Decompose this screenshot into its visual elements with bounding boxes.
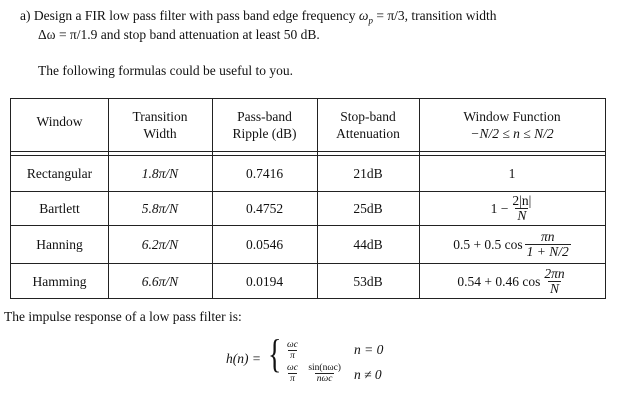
header-stop bbox=[317, 99, 419, 151]
hanning-prefix: 0.5 + 0.5 cos bbox=[453, 237, 523, 252]
hamming-denominator: N bbox=[549, 280, 559, 296]
row-hamming-function bbox=[419, 264, 605, 298]
header-stop-line1: Stop-band bbox=[340, 109, 396, 124]
row-hamming-window: Hamming bbox=[32, 273, 87, 289]
header-function bbox=[419, 99, 605, 151]
header-window bbox=[11, 99, 108, 151]
row-bartlett-window: Bartlett bbox=[39, 201, 80, 216]
case2-expression bbox=[283, 363, 343, 384]
window-table bbox=[10, 98, 606, 299]
row-hamming-width: 6.6π/N bbox=[141, 273, 179, 289]
case2-fraction-b bbox=[306, 363, 343, 384]
row-bartlett-ripple: 0.4752 bbox=[245, 201, 284, 216]
row-rect-function: 1 bbox=[508, 166, 516, 181]
header-ripple bbox=[212, 99, 317, 151]
header-function-line2: −N/2 ≤ n ≤ N/2 bbox=[470, 126, 554, 141]
header-rule-1 bbox=[11, 151, 605, 152]
row-rect-width: 1.8π/N bbox=[141, 166, 179, 181]
case2-b-denominator: nωc bbox=[316, 374, 333, 384]
hamming-numerator: 2πn bbox=[544, 265, 565, 281]
omega-symbol: ω bbox=[358, 8, 369, 23]
row-rect-window: Rectangular bbox=[26, 166, 93, 181]
row-hanning-function bbox=[419, 226, 605, 263]
case1-expression bbox=[283, 340, 300, 361]
omega-subscript: p bbox=[368, 15, 373, 26]
formulas-note: The following formulas could be useful to you. bbox=[38, 63, 293, 78]
header-stop-line2: Attenuation bbox=[336, 126, 400, 141]
case2-b-numerator: sin(nωc) bbox=[308, 363, 341, 373]
row-hamming-ripple: 0.0194 bbox=[245, 273, 284, 289]
row-hanning-window: Hanning bbox=[36, 237, 83, 252]
header-ripple-line2: Ripple (dB) bbox=[232, 126, 297, 141]
row-bartlett-function bbox=[419, 192, 605, 225]
header-transition-line1: Transition bbox=[132, 109, 188, 124]
row-rect-ripple: 0.7416 bbox=[245, 166, 284, 181]
case2-a-numerator: ωc bbox=[287, 363, 298, 373]
header-function-line1: Window Function bbox=[463, 109, 561, 124]
case1-denominator: π bbox=[290, 351, 295, 361]
case1-condition: n = 0 bbox=[354, 342, 384, 357]
hamming-fraction bbox=[542, 267, 566, 296]
row-rect-atten: 21dB bbox=[353, 166, 383, 181]
hamming-prefix: 0.54 + 0.46 cos bbox=[457, 273, 541, 289]
row-hanning-ripple: 0.0546 bbox=[245, 237, 284, 252]
header-transition-line2: Width bbox=[143, 126, 177, 141]
row-bartlett-width: 5.8π/N bbox=[141, 201, 179, 216]
problem-text: a) Design a FIR low pass filter with pass band edge frequency bbox=[20, 8, 359, 23]
bartlett-numerator: 2|n| bbox=[512, 193, 532, 208]
row-hanning-width: 6.2π/N bbox=[141, 237, 179, 252]
row-hanning-atten: 44dB bbox=[353, 237, 383, 252]
case1-numerator: ωc bbox=[287, 340, 298, 350]
impulse-lhs: h(n) = bbox=[226, 351, 261, 366]
cases-brace: { bbox=[268, 331, 282, 376]
hanning-numerator: πn bbox=[540, 229, 555, 244]
header-ripple-line1: Pass-band bbox=[237, 109, 292, 124]
impulse-intro: The impulse response of a low pass filter is: bbox=[4, 309, 242, 324]
bartlett-prefix: 1 − bbox=[490, 201, 509, 216]
case1-fraction bbox=[285, 340, 300, 361]
case2-condition: n ≠ 0 bbox=[354, 367, 382, 382]
header-transition bbox=[108, 99, 212, 151]
problem-text-cont: = π/3, transition width bbox=[372, 8, 497, 23]
problem-line-1 bbox=[20, 8, 497, 26]
hanning-denominator: 1 + N/2 bbox=[526, 244, 569, 259]
bartlett-fraction bbox=[510, 194, 533, 223]
row-hamming-atten: 53dB bbox=[353, 273, 383, 289]
row-bartlett-atten: 25dB bbox=[353, 201, 383, 216]
header-window-text: Window bbox=[36, 114, 83, 129]
problem-line-2: Δω = π/1.9 and stop band attenuation at least 50 dB. bbox=[38, 27, 320, 42]
bartlett-denominator: N bbox=[517, 208, 527, 223]
case2-a-denominator: π bbox=[290, 374, 295, 384]
case2-fraction-a bbox=[285, 363, 300, 384]
hanning-fraction bbox=[525, 230, 571, 259]
